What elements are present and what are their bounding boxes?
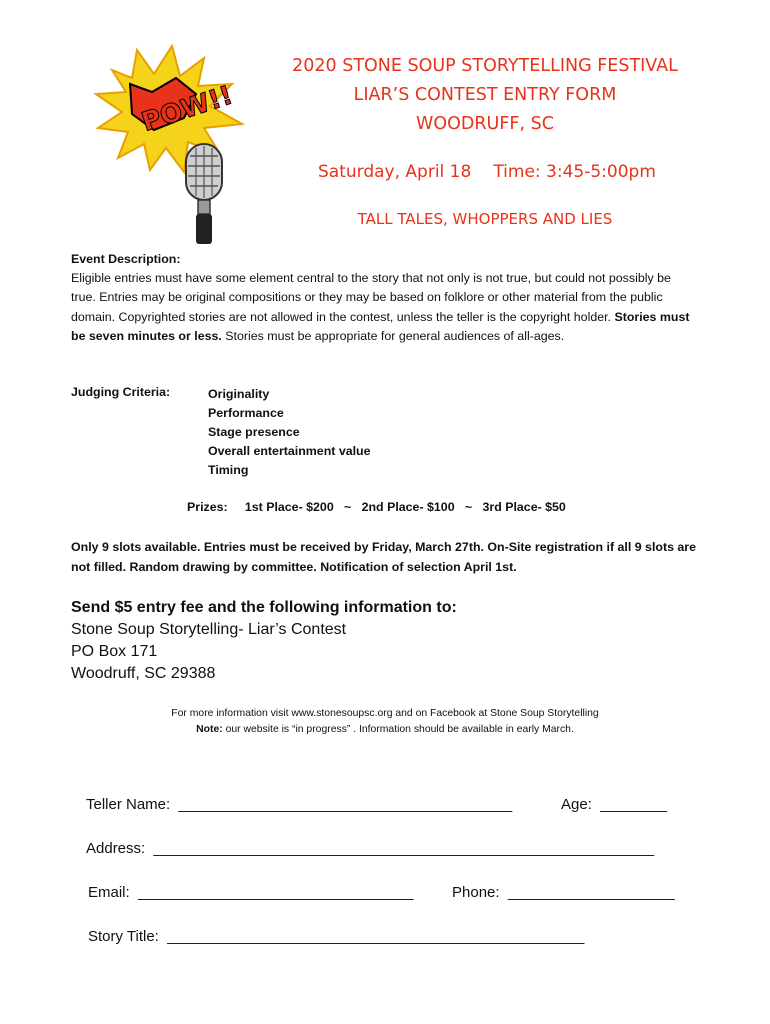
more-info (0, 706, 770, 737)
mailing-instructions (71, 597, 457, 685)
address-line: Woodruff, SC 29388 (71, 665, 216, 682)
event-time: Time: 3:45-5:00pm (493, 162, 656, 182)
criterion-item: Timing (208, 463, 249, 477)
phone-field[interactable]: Phone: ____________________ (452, 884, 675, 901)
send-heading: Send $5 entry fee and the following information to: (71, 599, 457, 616)
email-field[interactable]: Email: _________________________________ (88, 884, 414, 901)
title-line-1: 2020 STONE SOUP STORYTELLING FESTIVAL (292, 56, 678, 76)
judging-criteria-label: Judging Criteria: (71, 385, 171, 399)
event-tagline: TALL TALES, WHOPPERS AND LIES (357, 210, 613, 228)
address-line: Stone Soup Storytelling- Liar’s Contest (71, 621, 347, 638)
slots-notice: Only 9 slots available. Entries must be received by Friday, March 27th. On-Site registration if all 9 slots are not filled. Random drawing by committee. Notification of selection April 1st. (71, 540, 697, 574)
logo-text: POW!! (138, 80, 237, 138)
event-date-time (318, 162, 678, 182)
criterion-item: Performance (208, 406, 284, 420)
microphone-icon (186, 144, 222, 244)
website-note (0, 722, 770, 738)
title-line-2: LIAR’S CONTEST ENTRY FORM (353, 85, 617, 105)
description-heading: Event Description: (71, 252, 181, 266)
age-field[interactable]: Age: ________ (561, 796, 667, 813)
story-title-field[interactable]: Story Title: __________________________________________________ (88, 928, 585, 945)
pow-microphone-logo (92, 40, 252, 250)
more-info-line: For more information visit www.stonesoupsc.org and on Facebook at Stone Soup Storytelling (171, 708, 599, 719)
event-description (71, 250, 691, 346)
criterion-item: Stage presence (208, 425, 300, 439)
address-field[interactable]: Address: ____________________________________________________________ (86, 840, 655, 857)
prizes-line: Prizes: 1st Place- $200 ~ 2nd Place- $100 ~ 3rd Place- $50 (187, 500, 566, 514)
judging-criteria-list (208, 385, 371, 480)
address-line: PO Box 171 (71, 643, 158, 660)
criterion-item: Originality (208, 387, 270, 401)
description-body (71, 269, 691, 346)
description-text-1: Eligible entries must have some element central to the story that not only is not true, but could not possibly be true. Entries may be original compositions or they may be based on folklore or other material from the public domain. Copyrighted stories are not allowed in the contest, unless the teller is the copyright holder. (71, 271, 671, 324)
description-text-2: Stories must be appropriate for general audiences of all-ages. (221, 328, 565, 343)
description-length-rule: Stories must be seven minutes or less. (71, 309, 690, 343)
note-text: our website is “in progress” . Information should be available in early March. (222, 723, 574, 735)
teller-name-field[interactable]: Teller Name: ________________________________________ (86, 796, 513, 813)
event-date: Saturday, April 18 (318, 162, 472, 182)
note-label: Note: (196, 723, 223, 735)
criterion-item: Overall entertainment value (208, 444, 371, 458)
event-title (250, 52, 720, 139)
title-line-3: WOODRUFF, SC (416, 114, 554, 134)
